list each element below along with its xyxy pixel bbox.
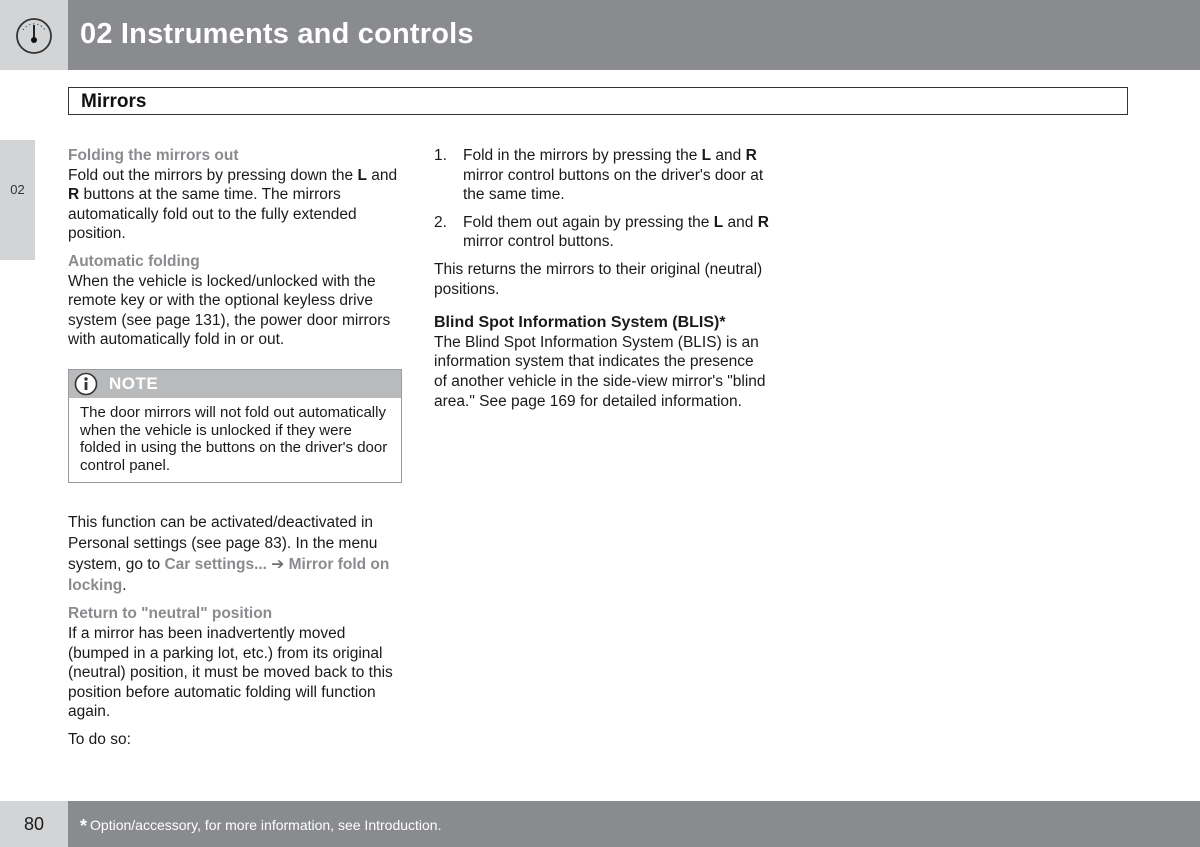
text-span: buttons at the same time. The mirrors automatically fold out to the fully extended position. xyxy=(68,186,357,243)
neutral-paragraph xyxy=(68,604,402,722)
result-paragraph: This returns the mirrors to their original (neutral) positions. xyxy=(434,260,763,298)
text-span: . xyxy=(122,577,127,595)
right-column xyxy=(434,146,770,419)
todo-paragraph: To do so: xyxy=(68,730,131,748)
button-l-label: L xyxy=(713,213,724,231)
footnote-star: * xyxy=(80,816,88,836)
left-column xyxy=(68,146,402,757)
page-number: 80 xyxy=(23,814,45,834)
neutral-heading: Return to "neutral" position xyxy=(68,605,273,623)
button-l-label: L xyxy=(701,147,712,164)
text-span: mirror control buttons. xyxy=(463,233,614,251)
footer-bar xyxy=(68,801,1200,847)
list-item xyxy=(434,213,770,252)
folding-out-heading: Folding the mirrors out xyxy=(68,147,239,164)
button-r-label: R xyxy=(68,186,80,204)
steps-list xyxy=(434,146,770,252)
chapter-side-tab xyxy=(0,140,35,260)
header-bar xyxy=(0,0,1200,70)
auto-folding-heading: Automatic folding xyxy=(68,252,200,270)
section-title: Mirrors xyxy=(81,91,147,112)
blis-heading: Blind Spot Information System (BLIS)* xyxy=(434,314,726,332)
auto-folding-text: When the vehicle is locked/unlocked with the remote key or with the optional keyless drive system (see page 131), the power door mirrors with automatically fold in or out. xyxy=(68,272,391,349)
function-text: This function can be activated/deactivated in Personal settings (see page 83). In the menu system, go to xyxy=(68,514,378,574)
step-number: 1. xyxy=(434,147,447,164)
auto-folding-paragraph xyxy=(68,252,402,350)
text-span: Fold in the mirrors by pressing the xyxy=(463,147,702,164)
button-r-label: R xyxy=(757,213,769,231)
folding-out-paragraph xyxy=(68,146,402,244)
note-body: The door mirrors will not fold out automatically when the vehicle is unlocked if they were folded in using the buttons on the driver's door control panel. xyxy=(80,403,388,474)
text-span: and xyxy=(366,166,398,184)
text-span: and xyxy=(711,147,746,164)
text-span: and xyxy=(723,213,758,231)
button-l-label: L xyxy=(357,166,367,184)
section-title-box xyxy=(68,87,1128,115)
info-icon xyxy=(73,372,99,396)
arrow-right-icon: ➔ xyxy=(271,556,285,574)
note-box xyxy=(68,369,402,483)
neutral-text: If a mirror has been inadvertently moved (bumped in a parking lot, etc.) from its original (neutral) position, it must be moved back to this position before automatic folding will function again. xyxy=(68,624,393,721)
chapter-title: 02 Instruments and controls xyxy=(80,18,474,50)
text-span: Fold out the mirrors by pressing down the xyxy=(68,166,358,184)
footer-page-box xyxy=(0,801,68,847)
menu-path-mirror-fold: Mirror fold on locking xyxy=(68,556,390,595)
note-header xyxy=(69,370,401,398)
footnote xyxy=(80,816,441,837)
step-number: 2. xyxy=(434,213,447,231)
blis-paragraph xyxy=(434,313,770,411)
menu-path-car-settings: Car settings... xyxy=(164,556,267,574)
side-tab-label: 02 xyxy=(10,182,25,197)
text-span: mirror control buttons on the driver's door at the same time. xyxy=(463,166,764,204)
footnote-text: Option/accessory, for more information, see Introduction. xyxy=(90,817,442,833)
note-title: NOTE xyxy=(109,373,159,393)
function-paragraph xyxy=(68,512,402,596)
text-span: Fold them out again by pressing the xyxy=(463,213,714,231)
gauge-icon xyxy=(14,16,54,56)
blis-text: The Blind Spot Information System (BLIS) is an information system that indicates the presence of another vehicle in the side-view mirror's "blind area." See page 169 for detailed information. xyxy=(434,333,766,410)
list-item xyxy=(434,146,770,205)
button-r-label: R xyxy=(745,147,757,164)
chapter-icon-box xyxy=(0,0,68,70)
